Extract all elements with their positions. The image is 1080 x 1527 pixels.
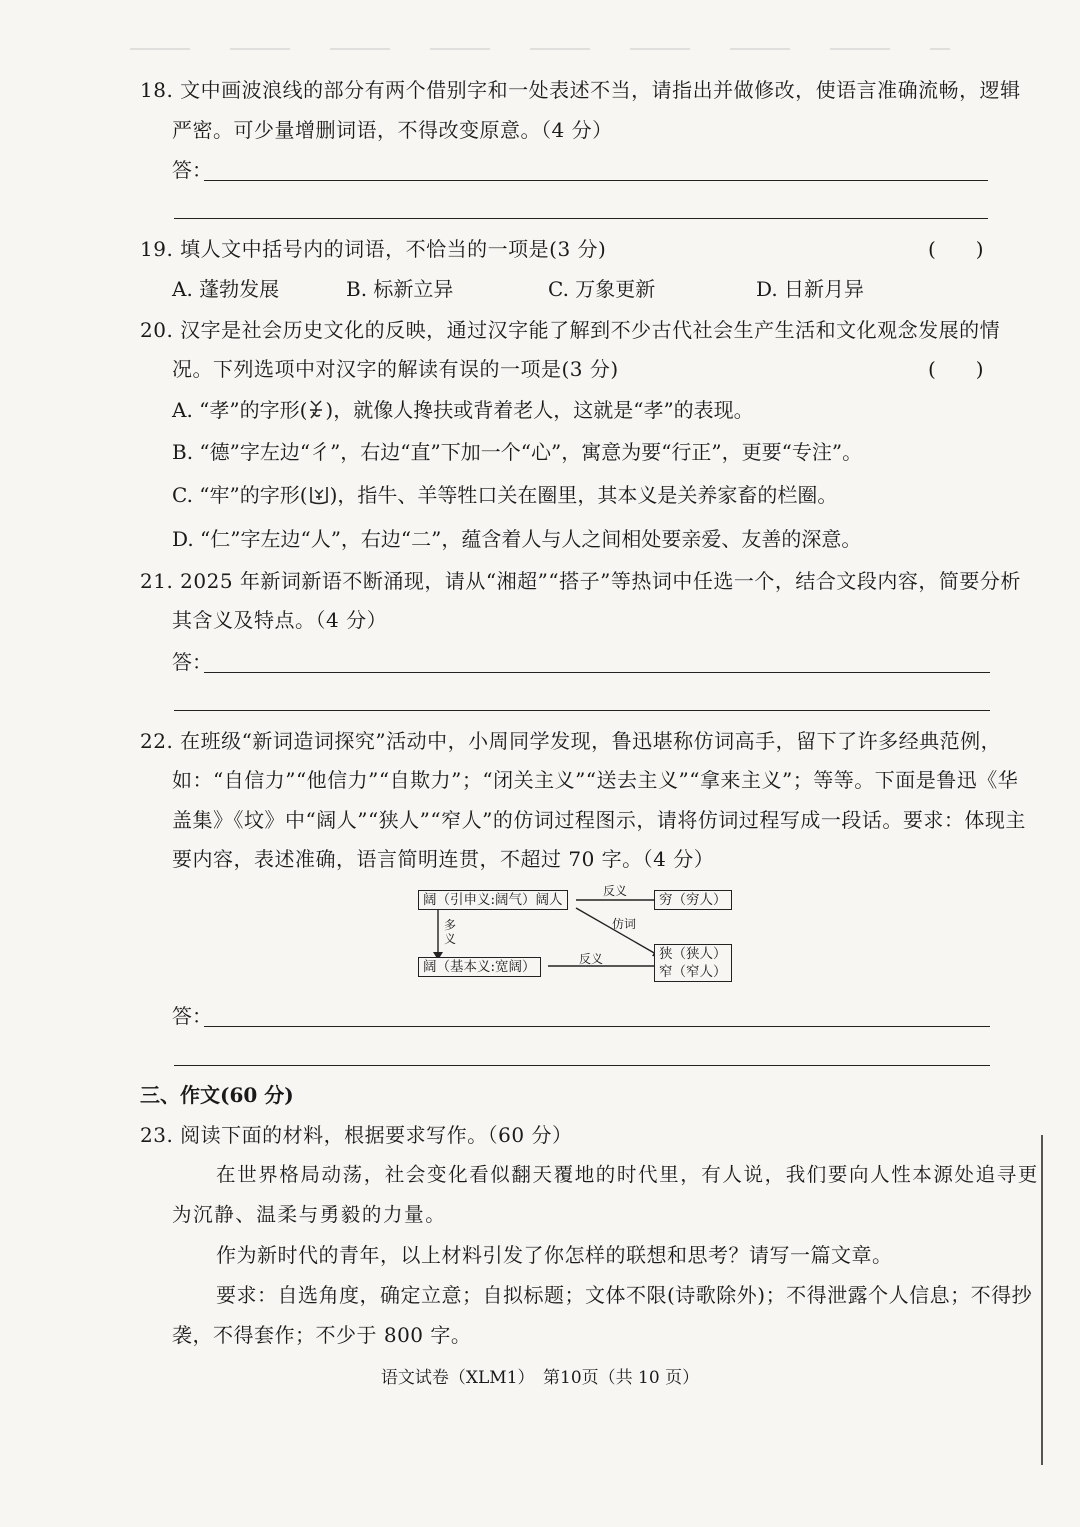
q22-line2: 如：“自信力”“他信力”“自欺力”；“闭关主义”“送去主义”“拿来主义”；等等。下面是鲁迅《华 xyxy=(172,768,1019,792)
q19-option-b: B. 标新立异 xyxy=(346,277,454,301)
q20-option-a xyxy=(172,396,754,427)
q23-prompt: 作为新时代的青年，以上材料引发了你怎样的联想和思考？请写一篇文章。 xyxy=(216,1243,893,1267)
q19-option-a: A. 蓬勃发展 xyxy=(172,277,280,301)
q23-material-line2: 为沉静、温柔与勇毅的力量。 xyxy=(172,1203,447,1226)
q18-answer-line-2[interactable] xyxy=(174,218,988,219)
q23-requirements-line2: 袭，不得套作；不少于 800 字。 xyxy=(172,1323,472,1347)
section-3-title: 三、作文(60 分) xyxy=(140,1083,294,1107)
q20-option-c xyxy=(172,481,837,512)
q21-answer-line-1[interactable] xyxy=(204,672,990,673)
q22-line4: 要内容，表述准确，语言简明连贯，不超过 70 字。（4 分） xyxy=(172,847,715,871)
q20-line2: 况。下列选项中对汉字的解读有误的一项是(3 分) xyxy=(172,357,619,381)
q20-option-c-post: )，指牛、羊等牲口关在圈里，其本义是关养家畜的栏圈。 xyxy=(329,483,838,507)
q21-line1: 21. 2025 年新词新语不断涌现，请从“湘超”“搭子”等热词中任选一个，结合文段内容，简要分析 xyxy=(140,569,1021,593)
scan-edge-line xyxy=(1041,1135,1043,1465)
q20-option-b: B. “德”字左边“彳”，右边“直”下加一个“心”，寓意为要“行正”，更要“专注”。 xyxy=(172,440,863,464)
q18-line2: 严密。可少量增删词语，不得改变原意。（4 分） xyxy=(172,118,613,142)
q20-option-c-pre: C. “牢”的字形( xyxy=(172,483,308,507)
q22-answer-line-1[interactable] xyxy=(204,1026,990,1027)
q19-option-d: D. 日新月异 xyxy=(756,277,865,301)
xiao-pictograph-icon xyxy=(307,398,325,427)
diagram-box-xia: 狭（狭人） xyxy=(659,946,727,962)
q19-answer-paren[interactable]: ( ) xyxy=(928,237,984,261)
q18-answer-label: 答： xyxy=(172,158,212,182)
q23-requirements-line1: 要求：自选角度，确定立意；自拟标题；文体不限(诗歌除外)；不得泄露个人信息；不得抄 xyxy=(216,1283,1033,1307)
diagram-label-antonym-bottom: 反义 xyxy=(579,952,604,966)
q20-line1: 20. 汉字是社会历史文化的反映，通过汉字能了解到不少古代社会生产生活和文化观念发展的情 xyxy=(140,318,1001,342)
q18-line1: 18. 文中画波浪线的部分有两个借别字和一处表述不当，请指出并做修改，使语言准确流畅，逻辑 xyxy=(140,78,1021,102)
diagram-box-qiong: 穷（穷人） xyxy=(654,890,732,910)
q21-line2: 其含义及特点。（4 分） xyxy=(172,608,388,632)
diagram-label-polysemy-1: 多 xyxy=(444,918,457,932)
lao-pictograph-icon xyxy=(308,483,330,512)
diagram-label-imitation: 仿词 xyxy=(612,917,637,931)
q18-answer-line-1[interactable] xyxy=(204,180,988,181)
q19-option-c: C. 万象更新 xyxy=(548,277,656,301)
q22-answer-line-2[interactable] xyxy=(174,1065,990,1066)
q21-answer-label: 答： xyxy=(172,650,212,674)
diagram-box-zhai: 窄（窄人） xyxy=(659,964,727,980)
q21-answer-line-2[interactable] xyxy=(174,710,990,711)
q20-answer-paren[interactable]: ( ) xyxy=(928,357,984,381)
diagram-box-kuo-extended: 阔（引申义:阔气）阔人 xyxy=(418,890,568,910)
diagram-label-polysemy-2: 义 xyxy=(444,932,457,946)
q22-line3: 盖集》《坟》中“阔人”“狭人”“窄人”的仿词过程图示，请将仿词过程写成一段话。要求：体现主 xyxy=(172,808,1026,832)
q19-stem: 19. 填人文中括号内的词语，不恰当的一项是(3 分) xyxy=(140,237,607,261)
top-scan-remnant xyxy=(110,40,970,54)
q20-option-a-post: )，就像人搀扶或背着老人，这就是“孝”的表现。 xyxy=(325,398,754,422)
diagram-label-antonym-top: 反义 xyxy=(603,884,628,898)
q22-line1: 22. 在班级“新词造词探究”活动中，小周同学发现，鲁迅堪称仿词高手，留下了许多经典范例， xyxy=(140,729,1002,753)
q20-option-d: D. “仁”字左边“人”，右边“二”，蕴含着人与人之间相处要亲爱、友善的深意。 xyxy=(172,527,862,551)
q23-stem: 23. 阅读下面的材料，根据要求写作。（60 分） xyxy=(140,1123,573,1147)
page-footer: 语文试卷（XLM1） 第10页（共 10 页） xyxy=(380,1368,700,1388)
q23-material-line1: 在世界格局动荡，社会变化看似翻天覆地的时代里，有人说，我们要向人性本源处追寻更 xyxy=(216,1163,1039,1186)
q22-word-formation-diagram xyxy=(416,884,746,984)
diagram-box-xia-zhai xyxy=(654,944,732,982)
diagram-box-kuo-basic: 阔（基本义:宽阔） xyxy=(418,957,541,977)
q22-answer-label: 答： xyxy=(172,1004,212,1028)
q20-option-a-pre: A. “孝”的字形( xyxy=(172,398,308,422)
